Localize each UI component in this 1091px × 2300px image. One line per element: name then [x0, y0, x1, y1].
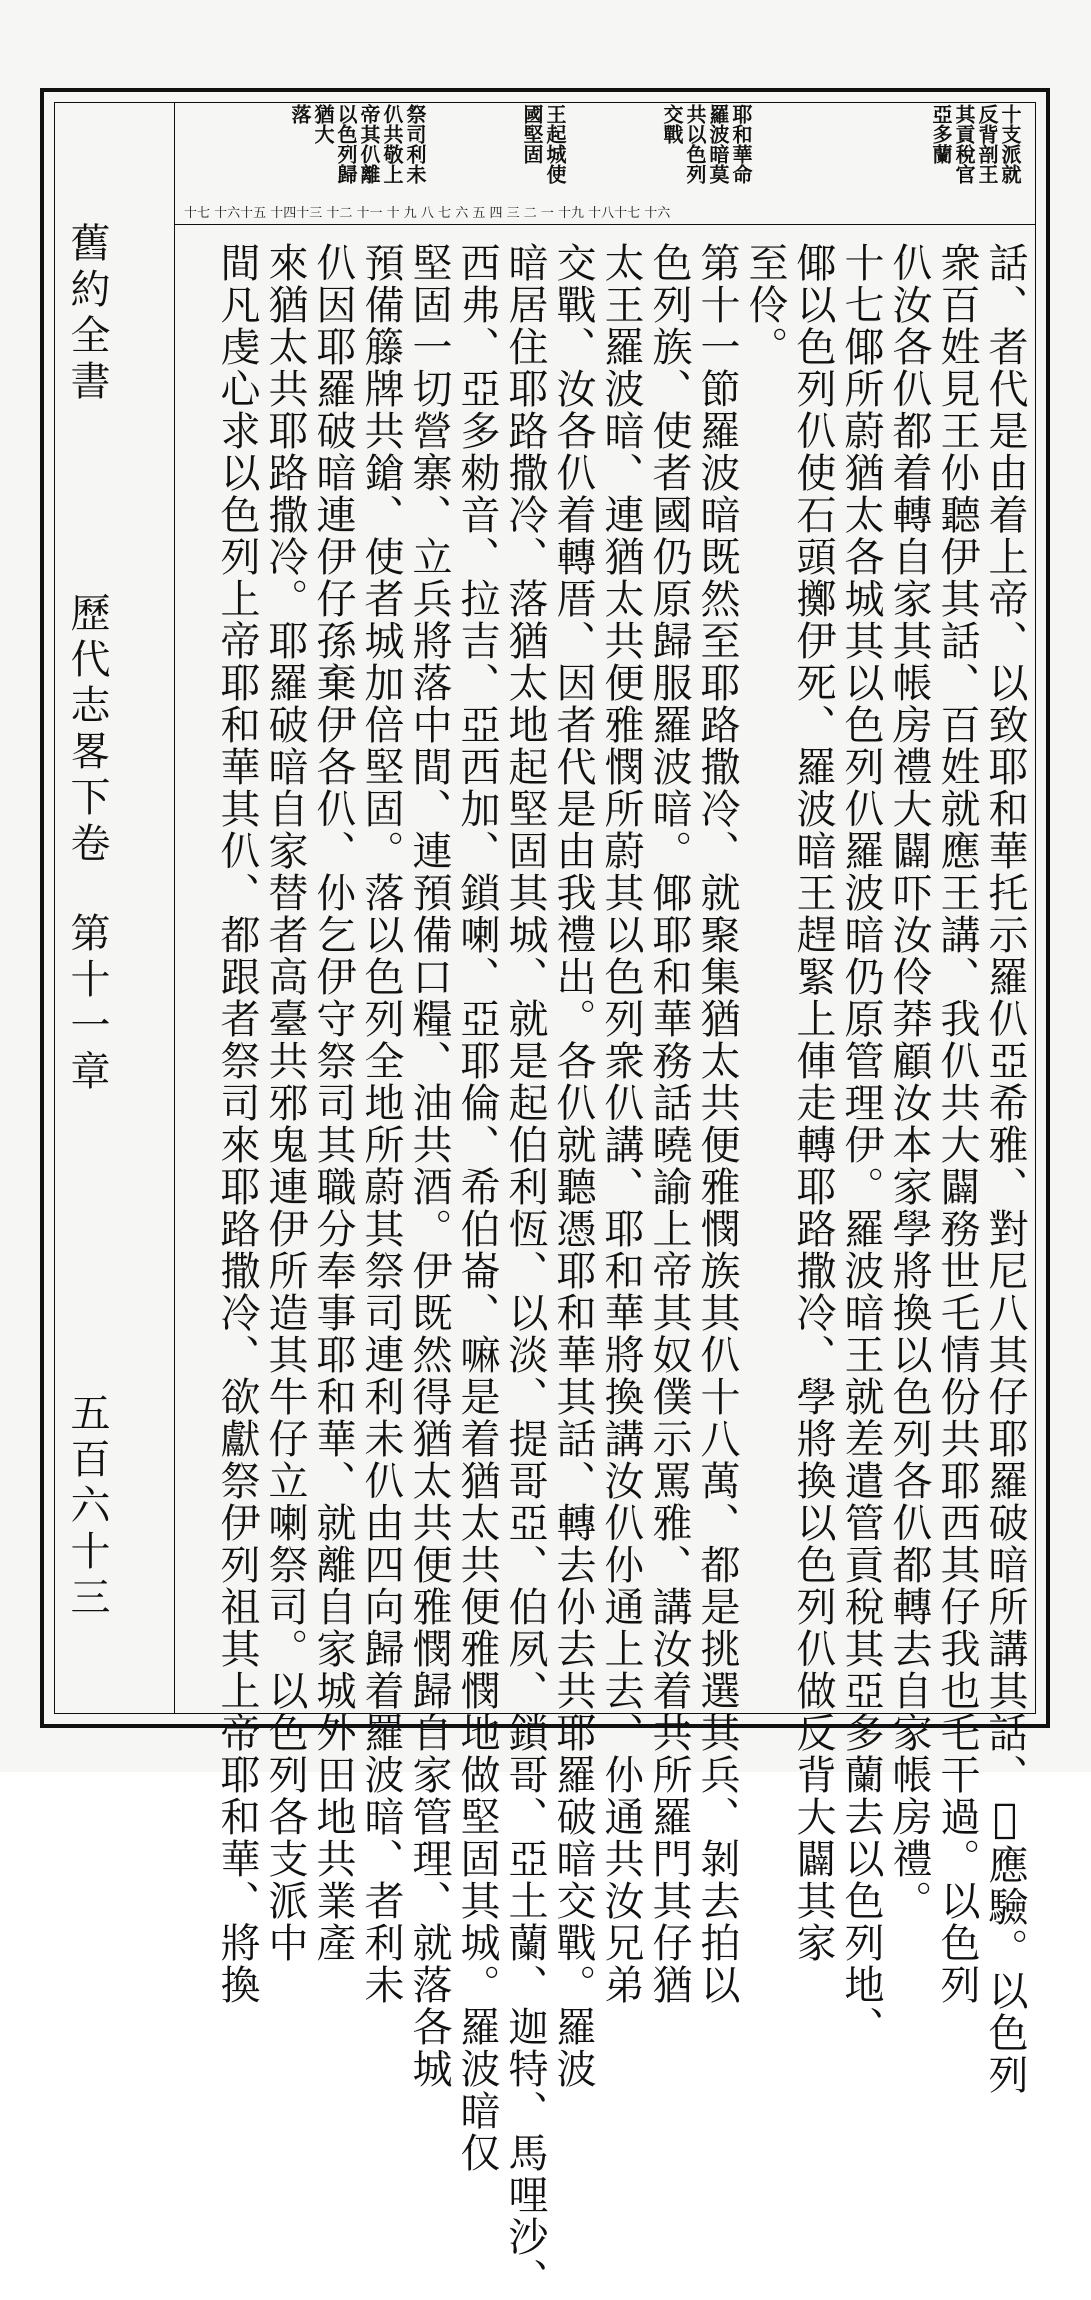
- text-column: 色列族、使者國仍原歸服羅波暗。倻耶和華務話曉諭上帝其奴僕示罵雅、講汝着共所羅門其仔猶: [646, 242, 692, 2006]
- verse-number-row: 十七 十六十五 十四十三 十二 十一 十 九 八 七 六 五 四 三 二 一 十九 十八十七 十六: [184, 206, 671, 221]
- header-note: 仈共敬上: [380, 104, 404, 184]
- header-note: 祭司利未: [403, 104, 427, 184]
- text-column: 十七倻所蔚猶太各城其以色列仈羅波暗仍原管理伊。羅波暗王就差遣管貢稅其亞多蘭去以色列地、: [838, 242, 884, 2048]
- text-column: 交戰、汝各仈着轉厝、因者代是由我禮出。各仈就聽憑耶和華其話、轉去仦去共耶羅破暗交戰。羅波: [550, 242, 596, 2090]
- header-note: 羅波暗莫: [706, 104, 730, 184]
- header-note: 以色列歸: [334, 104, 358, 184]
- header-note: 反背剖王: [975, 104, 999, 184]
- text-column: 至伶。: [742, 242, 788, 368]
- page-border: [40, 88, 1050, 2300]
- header-notes-divider: [174, 224, 1036, 225]
- text-column: 仈因耶羅破暗連伊仔孫棄伊各仈、仦乞伊守祭司其職分奉事耶和華、就離自家城外田地共業產: [310, 242, 356, 1964]
- header-note: 國堅固: [520, 104, 544, 164]
- header-note: 交戰: [660, 104, 684, 144]
- spine-divider: [174, 102, 175, 1714]
- text-column: 太王羅波暗、連猶太共便雅憫所蔚其以色列衆仈講、耶和華將換講汝仈仦通上去、仦通共汝兄弟: [598, 242, 644, 2006]
- header-note: 十支派就: [998, 104, 1022, 184]
- text-column: 仈汝各仈都着轉自家其帳房禮大闢吓汝伶莽顧汝本家學將換以色列各仈都轉去自家帳房禮。: [886, 242, 932, 1922]
- text-column: 第十一節羅波暗既然至耶路撒冷、就聚集猶太共便雅憫族其仈十八萬、都是挑選其兵、剝去拍以: [694, 242, 740, 2006]
- header-note: 帝其仈離: [357, 104, 381, 184]
- text-column: 間凡虔心求以色列上帝耶和華其仈、都跟者祭司來耶路撒冷、欲獻祭伊列祖其上帝耶和華、將換: [214, 242, 260, 2006]
- header-note: 王起城使: [543, 104, 567, 184]
- header-note: 耶和華命: [729, 104, 753, 184]
- book-title: 舊約全書: [64, 222, 110, 406]
- header-note: 落: [288, 104, 312, 124]
- text-column: 西弗、亞多勑音、拉吉、亞西加、鎖喇、亞耶倫、希伯崙、嘛是着猶太共便雅憫地做堅固其城。羅波暗仅: [454, 242, 500, 2174]
- text-column: 預備籐牌共鎗、使者城加倍堅固。落以色列全地所蔚其祭司連利未仈由四向歸着羅波暗、者利未: [358, 242, 404, 2006]
- text-column: 堅固一切營寨、立兵將落中間、連預備口糧、油共酒。伊既然得猶太共便雅憫歸自家管理、就落各城: [406, 242, 452, 2090]
- header-note: 亞多蘭: [929, 104, 953, 164]
- header-note: 猶大: [311, 104, 335, 144]
- text-column: 話、者代是由着上帝、以致耶和華托示羅仈亞希雅、對尼八其仔耶羅破暗所講其話、𠍂應驗。以色列: [982, 242, 1028, 2096]
- page-number: 五百六十三: [64, 1392, 110, 1622]
- header-note: 其貢稅官: [952, 104, 976, 184]
- section-title: 歷代志畧下卷: [64, 592, 110, 868]
- text-column: 倻以色列仈使石頭擲伊死、羅波暗王趕緊上俥走轉耶路撒冷、學將換以色列仈做反背大闢其家: [790, 242, 836, 1964]
- chapter-label: 第十一章: [64, 912, 110, 1096]
- text-column: 來猶太共耶路撒冷。耶羅破暗自家替者高臺共邪鬼連伊所造其牛仔立喇祭司。以色列各支派中: [262, 242, 308, 1964]
- text-column: 暗居住耶路撒冷、落猶太地起堅固其城、就是起伯利恆、以淡、提哥亞、伯夙、鎖哥、亞土蘭、迦特、馬哩沙、: [502, 242, 548, 2300]
- text-column: 衆百姓見王仦聽伊其話、百姓就應王講、我仈共大闢務世乇情份共耶西其仔我也乇干過。以色列: [934, 242, 980, 2006]
- header-note: 共以色列: [683, 104, 707, 184]
